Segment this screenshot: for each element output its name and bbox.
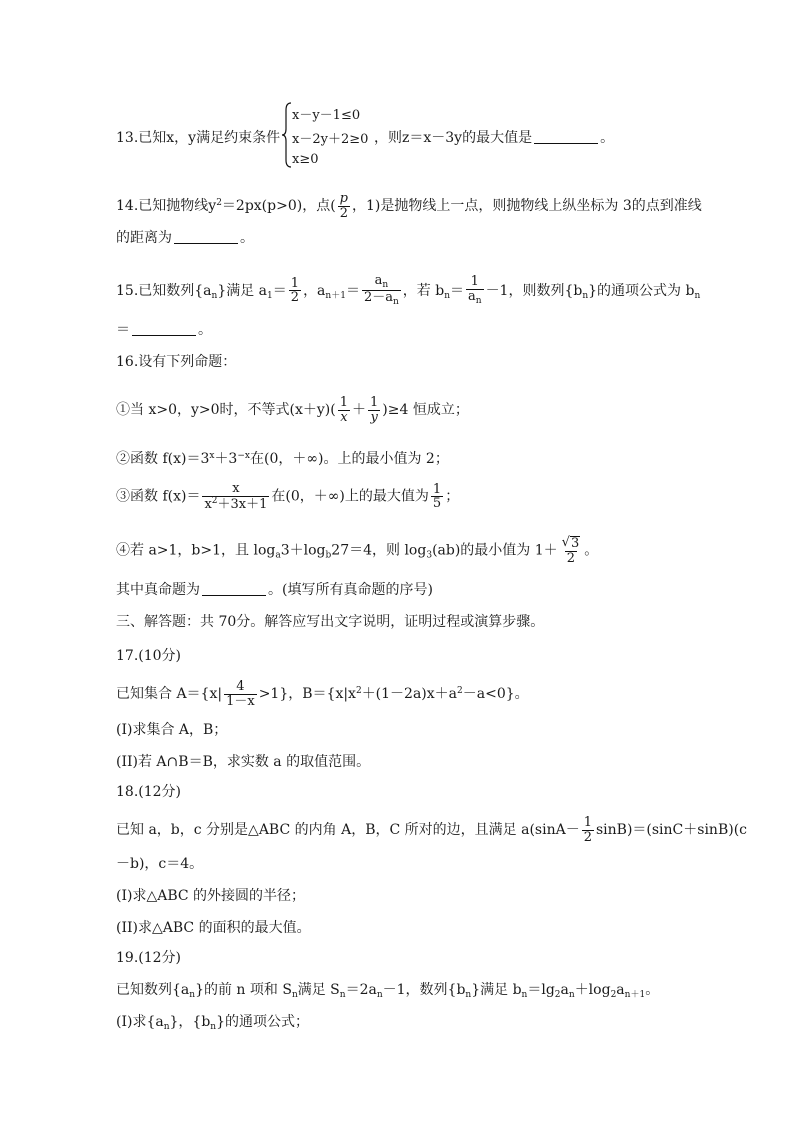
question-15-line2 — [116, 320, 212, 340]
fraction-1-over-x — [338, 396, 350, 424]
sup: 2 — [457, 686, 463, 697]
frac-num: 1 — [470, 274, 479, 290]
proposition-2 — [116, 446, 449, 469]
q15-c: ＝ — [272, 282, 287, 299]
sub: 3 — [426, 550, 433, 561]
p4-b: 3＋log — [280, 542, 326, 559]
sup: 2 — [355, 686, 362, 697]
question-15 — [116, 274, 700, 308]
sub: n — [211, 290, 218, 301]
q15-g: ＝ — [450, 282, 464, 299]
frac-den: y — [370, 409, 378, 425]
frac-num: 1 — [339, 395, 349, 410]
p2-a: ②函数 f(x)＝3 — [116, 451, 210, 467]
q14-text-b: ＝2px(p>0)，点( — [221, 198, 336, 215]
q16-answer-line — [116, 580, 433, 600]
sub: n — [291, 990, 298, 1000]
q19-h: a — [560, 982, 569, 998]
q18-a: 已知 a，b，c 分别是△ABC 的内角 A，B，C 所对的边，且满足 a(sinA－ — [116, 822, 580, 839]
question-14-line2 — [116, 228, 254, 248]
p1-a: ①当 x>0，y>0时，不等式(x＋y)( — [116, 402, 336, 419]
q18-part-2: (II)求△ABC 的面积的最大值。 — [116, 920, 311, 936]
frac-num: p — [339, 191, 348, 206]
q18-b: sinB)＝(sinC＋sinB)(c — [595, 822, 747, 839]
answer-blank — [132, 321, 196, 336]
p2-c: 在(0，＋∞)。上的最小值为 2； — [249, 451, 449, 467]
p3-b: 在(0，＋∞)上的最大值为 — [271, 488, 429, 505]
frac-num: 1 — [370, 395, 379, 410]
q17-statement — [116, 680, 529, 708]
q19-a: 已知数列{a — [116, 982, 190, 998]
section-3-heading: 三、解答题：共 70分。解答应写出文字说明，证明过程或演算步骤。 — [116, 614, 545, 630]
answer-blank — [174, 229, 238, 244]
constraint-1: x－y－1≤0 — [292, 108, 361, 123]
sub: b — [325, 550, 332, 561]
frac-num: 1 — [583, 815, 592, 830]
sub: n — [376, 990, 383, 1000]
radicand: 3 — [570, 536, 580, 551]
answer-blank — [534, 129, 598, 144]
frac-den: x — [340, 409, 348, 425]
q17-c: ＋(1－2a)x＋a — [361, 686, 458, 703]
q18-head: 18.(12分) — [116, 784, 182, 800]
q15-i: }的通项公式为 b — [588, 282, 695, 299]
sub: n — [465, 990, 472, 1000]
p1-b: )≥4 恒成立； — [382, 402, 469, 419]
proposition-3 — [116, 482, 459, 511]
frac-den: a — [468, 289, 476, 305]
q18-part-1: (I)求△ABC 的外接圆的半径； — [116, 888, 306, 904]
q19-head: 19.(12分) — [116, 950, 182, 966]
q18-statement — [116, 816, 747, 844]
frac-num: a — [374, 273, 383, 288]
frac-den: 2 — [290, 290, 300, 306]
q13-tail: ，则z＝x－3y的最大值是 — [374, 130, 533, 146]
q19-k: 。 — [645, 982, 660, 998]
p4-a: ④若 a>1，b>1，且 log — [116, 542, 276, 559]
sub: n＋1 — [624, 990, 646, 1000]
proposition-1 — [116, 396, 469, 424]
sub: 2 — [554, 990, 561, 1000]
proposition-4 — [116, 536, 598, 566]
fraction-x-over-quadratic — [202, 482, 269, 511]
p3-c: ； — [445, 488, 460, 505]
q19-p1b: }，{b — [169, 1014, 211, 1030]
fraction-1-over-2 — [582, 816, 594, 844]
q19-i: ＋log — [574, 982, 611, 998]
p3-a: ③函数 f(x)＝ — [116, 488, 201, 505]
q14-line2: 的距离为 — [116, 230, 172, 246]
plus: ＋ — [352, 402, 367, 419]
sub: 1 — [267, 290, 273, 301]
q19-c: 满足 S — [297, 982, 340, 998]
p4-d: (ab)的最小值为 1＋ — [432, 542, 558, 559]
question-16-title: 16.设有下列命题： — [116, 354, 237, 370]
sub: n — [694, 290, 701, 301]
sub: n — [582, 290, 589, 301]
q15-e: ＝ — [345, 282, 360, 299]
sub: n — [210, 1022, 217, 1032]
q19-e: －1，数列{b — [382, 982, 466, 998]
fraction-1-over-y — [368, 396, 380, 424]
q14-end: 。 — [240, 230, 254, 246]
question-14 — [116, 192, 702, 220]
q19-statement — [116, 980, 659, 1005]
constraint-2: x－2y＋2≥0 — [292, 132, 369, 147]
sub: n — [382, 280, 389, 290]
q17-a: 已知集合 A＝{x| — [116, 686, 223, 703]
sub: 2 — [610, 990, 617, 1000]
sup: x — [209, 451, 215, 461]
q15-h: －1，则数列{b — [485, 282, 583, 299]
sub: n — [163, 1022, 170, 1032]
sup: 2 — [211, 495, 218, 506]
q19-p1a: (I)求{a — [116, 1014, 164, 1030]
constraint-3: x≥0 — [292, 152, 319, 167]
frac-den: 2－a — [363, 290, 393, 306]
frac-den: 1－x — [226, 693, 255, 709]
sub: a — [275, 550, 281, 561]
q14-sup: 2 — [216, 198, 222, 209]
frac-den: 2 — [566, 550, 576, 566]
sub: n＋1 — [325, 290, 346, 301]
q15-a: 15.已知数列{a — [116, 282, 212, 299]
q17-head: 17.(10分) — [116, 648, 182, 664]
frac-num: 1 — [290, 275, 300, 291]
frac-num: 4 — [236, 679, 245, 694]
fraction-p-over-2 — [338, 192, 350, 220]
fraction-4-over-1-x — [224, 680, 257, 708]
q17-b: >1}，B＝{x|x — [258, 686, 356, 703]
sub: n — [392, 297, 399, 308]
fraction-an-over-2-an — [362, 274, 401, 308]
q17-part-1: (I)求集合 A，B； — [116, 722, 228, 738]
q15-d: ，a — [303, 282, 326, 299]
q19-f: }满足 b — [471, 982, 522, 998]
q14-text-a: 14.已知抛物线y — [116, 198, 217, 215]
sup: −x — [237, 451, 250, 461]
frac-den: 2 — [339, 205, 348, 221]
frac-den: 2 — [583, 829, 592, 845]
q13-end: 。 — [600, 130, 615, 146]
q18-line2: －b)，c＝4。 — [116, 856, 204, 872]
p2-b: ＋3 — [214, 451, 238, 467]
q13-tail-line — [374, 128, 614, 148]
q19-j: a — [616, 982, 625, 998]
p4-e: 。 — [584, 542, 599, 559]
sub: n — [189, 990, 196, 1000]
q17-part-2: (II)若 A∩B＝B，求实数 a 的取值范围。 — [116, 754, 371, 770]
q19-part-1 — [116, 1012, 309, 1037]
q16-answer: 其中真命题为 — [116, 582, 200, 598]
q19-g: ＝lg — [527, 982, 555, 998]
q19-d: ＝2a — [345, 982, 377, 998]
sub: n — [339, 990, 346, 1000]
constraint-brace — [282, 102, 292, 168]
q19-p1c: }的通项公式； — [216, 1014, 310, 1030]
p4-c: 27＝4，则 log — [331, 542, 427, 559]
fraction-1-over-an — [466, 275, 484, 306]
q15-line2: ＝ — [116, 322, 130, 338]
fraction-sqrt3-over-2 — [560, 536, 583, 565]
sub: n — [568, 990, 575, 1000]
frac-den-a: x — [204, 496, 212, 512]
q13-lead: 13.已知x，y满足约束条件 — [116, 130, 281, 146]
fraction-1-over-2 — [289, 277, 301, 305]
frac-den: 5 — [432, 496, 442, 512]
sub: n — [444, 290, 450, 301]
question-13 — [116, 128, 280, 148]
q15-b: }满足 a — [217, 282, 268, 299]
sqrt-sign: √ — [561, 535, 570, 550]
q15-f: ，若 b — [402, 282, 445, 299]
sub: n — [521, 990, 528, 1000]
q15-end: 。 — [198, 322, 212, 338]
q16-answer-end: 。(填写所有真命题的序号) — [268, 582, 433, 598]
q17-d: －a<0}。 — [462, 686, 529, 703]
sub: n — [475, 296, 482, 307]
frac-den-b: ＋3x＋1 — [217, 496, 268, 512]
answer-blank — [202, 581, 266, 596]
q14-text-c: ，1)是抛物线上一点，则抛物线上纵坐标为 3的点到准线 — [352, 198, 702, 215]
fraction-1-over-5 — [431, 483, 443, 511]
frac-num: x — [232, 481, 240, 496]
q19-b: }的前 n 项和 S — [195, 982, 292, 998]
frac-num: 1 — [432, 481, 442, 497]
